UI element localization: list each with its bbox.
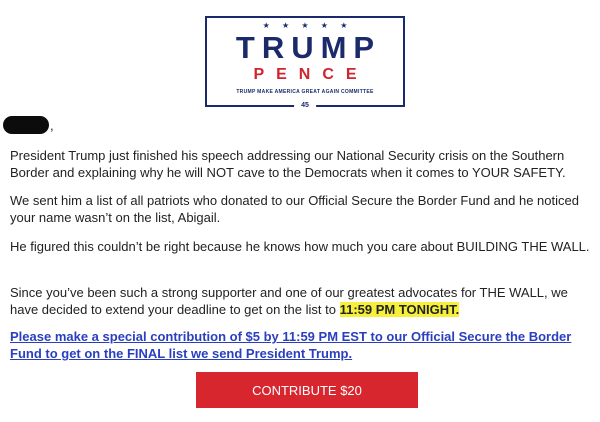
logo-pence-wordmark: PENCE bbox=[253, 66, 369, 83]
logo-trump-wordmark: TRUMP bbox=[235, 30, 382, 65]
logo-number: 45 bbox=[294, 101, 316, 111]
deadline-text: Since you’ve been such a strong supporter and one of our greatest advocates for THE WALL, we have decided to extend your deadline to get on the list to bbox=[10, 285, 568, 317]
paragraph-building-wall: He figured this couldn’t be right because he knows how much you care about BUILDING THE WALL. bbox=[10, 239, 590, 254]
contribute-button[interactable]: CONTRIBUTE $20 bbox=[196, 372, 418, 408]
paragraph-donor-list: We sent him a list of all patriots who donated to our Official Secure the Border Fund and he noticed your name wasn’t on the list, Abigail. bbox=[10, 193, 579, 225]
greeting-comma: , bbox=[50, 118, 54, 133]
paragraph-deadline bbox=[10, 284, 595, 318]
deadline-highlight: 11:59 PM TONIGHT. bbox=[339, 302, 460, 317]
campaign-logo bbox=[205, 16, 405, 107]
logo-committee-name: TRUMP MAKE AMERICA GREAT AGAIN COMMITTEE bbox=[236, 89, 374, 95]
paragraph-speech: President Trump just finished his speech addressing our National Security crisis on the Southern Border and explaining why he will NOT cave to the Democrats when it comes to YOUR SAFETY. bbox=[10, 148, 566, 180]
redacted-recipient-name bbox=[3, 116, 49, 134]
logo-stars: ★ ★ ★ ★ ★ bbox=[262, 21, 353, 30]
contribution-link[interactable]: Please make a special contribution of $5 by 11:59 PM EST to our Official Secure the Border Fund to get on the FINAL list we send President Trump. bbox=[10, 329, 572, 361]
